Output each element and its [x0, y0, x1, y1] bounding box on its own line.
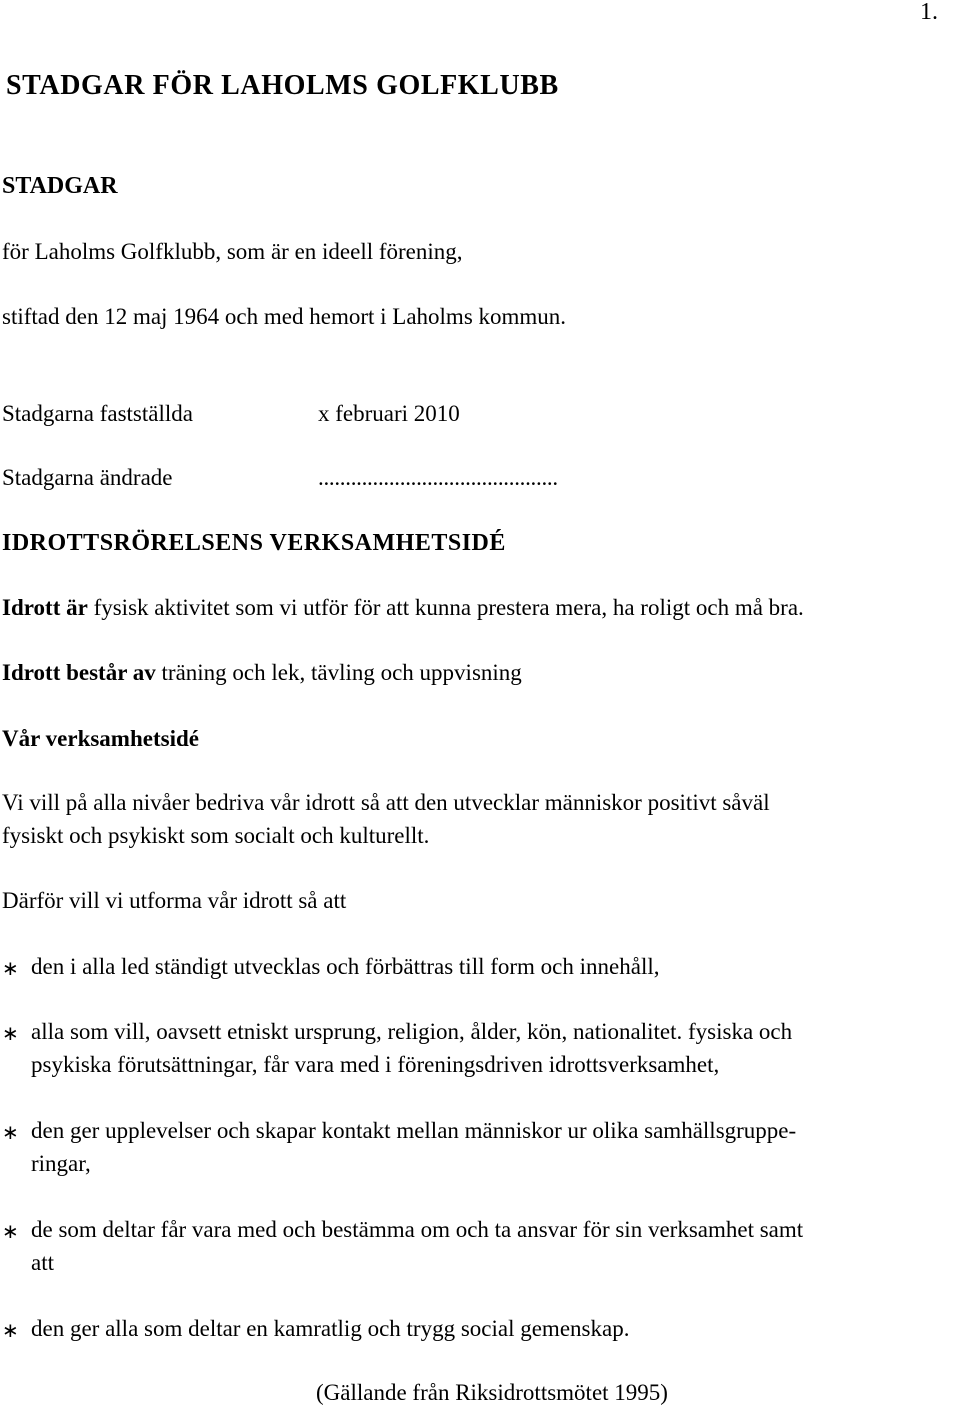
definition-rest-1: fysisk aktivitet som vi utför för att kunna prestera mera, ha roligt och må bra. — [87, 595, 804, 620]
bullet-5-line-1: den ger alla som deltar en kamratlig och trygg social gemenskap. — [31, 1316, 630, 1341]
bullet-3-line-2: ringar, — [31, 1151, 91, 1176]
bullet-asterisk-icon: ∗ — [2, 956, 19, 980]
page-number: 1. — [920, 0, 938, 25]
vision-text-line-1: Vi vill på alla nivåer bedriva vår idrott så att den utvecklar människor positivt såväl — [2, 790, 770, 815]
bullet-asterisk-icon: ∗ — [2, 1318, 19, 1342]
intro-line-2: stiftad den 12 maj 1964 och med hemort i Laholms kommun. — [2, 304, 567, 329]
bullet-3-line-1: den ger upplevelser och skapar kontakt mellan människor ur olika samhällsgruppe- — [31, 1118, 797, 1143]
bullet-asterisk-icon: ∗ — [2, 1219, 19, 1243]
vision-heading: IDROTTSRÖRELSENS VERKSAMHETSIDÉ — [2, 530, 506, 556]
changed-value: ............................................ — [318, 465, 558, 490]
bullet-asterisk-icon: ∗ — [2, 1120, 19, 1144]
definition-line-2 — [2, 657, 522, 689]
bullet-2-line-1: alla som vill, oavsett etniskt ursprung, religion, ålder, kön, nationalitet. fysiska och — [31, 1019, 793, 1044]
intro-line-1: för Laholms Golfklubb, som är en ideell förening, — [2, 239, 463, 264]
established-label: Stadgarna fastställda — [2, 401, 193, 426]
document-title: STADGAR FÖR LAHOLMS GOLFKLUBB — [6, 70, 559, 101]
therefore-line: Därför vill vi utforma vår idrott så att — [2, 888, 347, 913]
our-vision-heading: Vår verksamhetsidé — [2, 726, 199, 751]
bullet-4-line-2: att — [31, 1250, 54, 1275]
bullet-2-line-2: psykiska förutsättningar, får vara med i föreningsdriven idrottsverksamhet, — [31, 1052, 720, 1077]
section-heading: STADGAR — [2, 173, 118, 199]
bullet-asterisk-icon: ∗ — [2, 1021, 19, 1045]
definition-line-1 — [2, 592, 804, 624]
bullet-1-line-1: den i alla led ständigt utvecklas och förbättras till form och innehåll, — [31, 954, 660, 979]
changed-label: Stadgarna ändrade — [2, 465, 173, 490]
definition-lead-1: Idrott är — [2, 595, 88, 620]
established-value: x februari 2010 — [318, 401, 460, 426]
vision-text-line-2: fysiskt och psykiskt som socialt och kulturellt. — [2, 823, 430, 848]
definition-lead-2: Idrott består av — [2, 660, 156, 685]
bullet-4-line-1: de som deltar får vara med och bestämma om och ta ansvar för sin verksamhet samt — [31, 1217, 804, 1242]
source-note: (Gällande från Riksidrottsmötet 1995) — [316, 1380, 668, 1405]
definition-rest-2: träning och lek, tävling och uppvisning — [155, 660, 522, 685]
